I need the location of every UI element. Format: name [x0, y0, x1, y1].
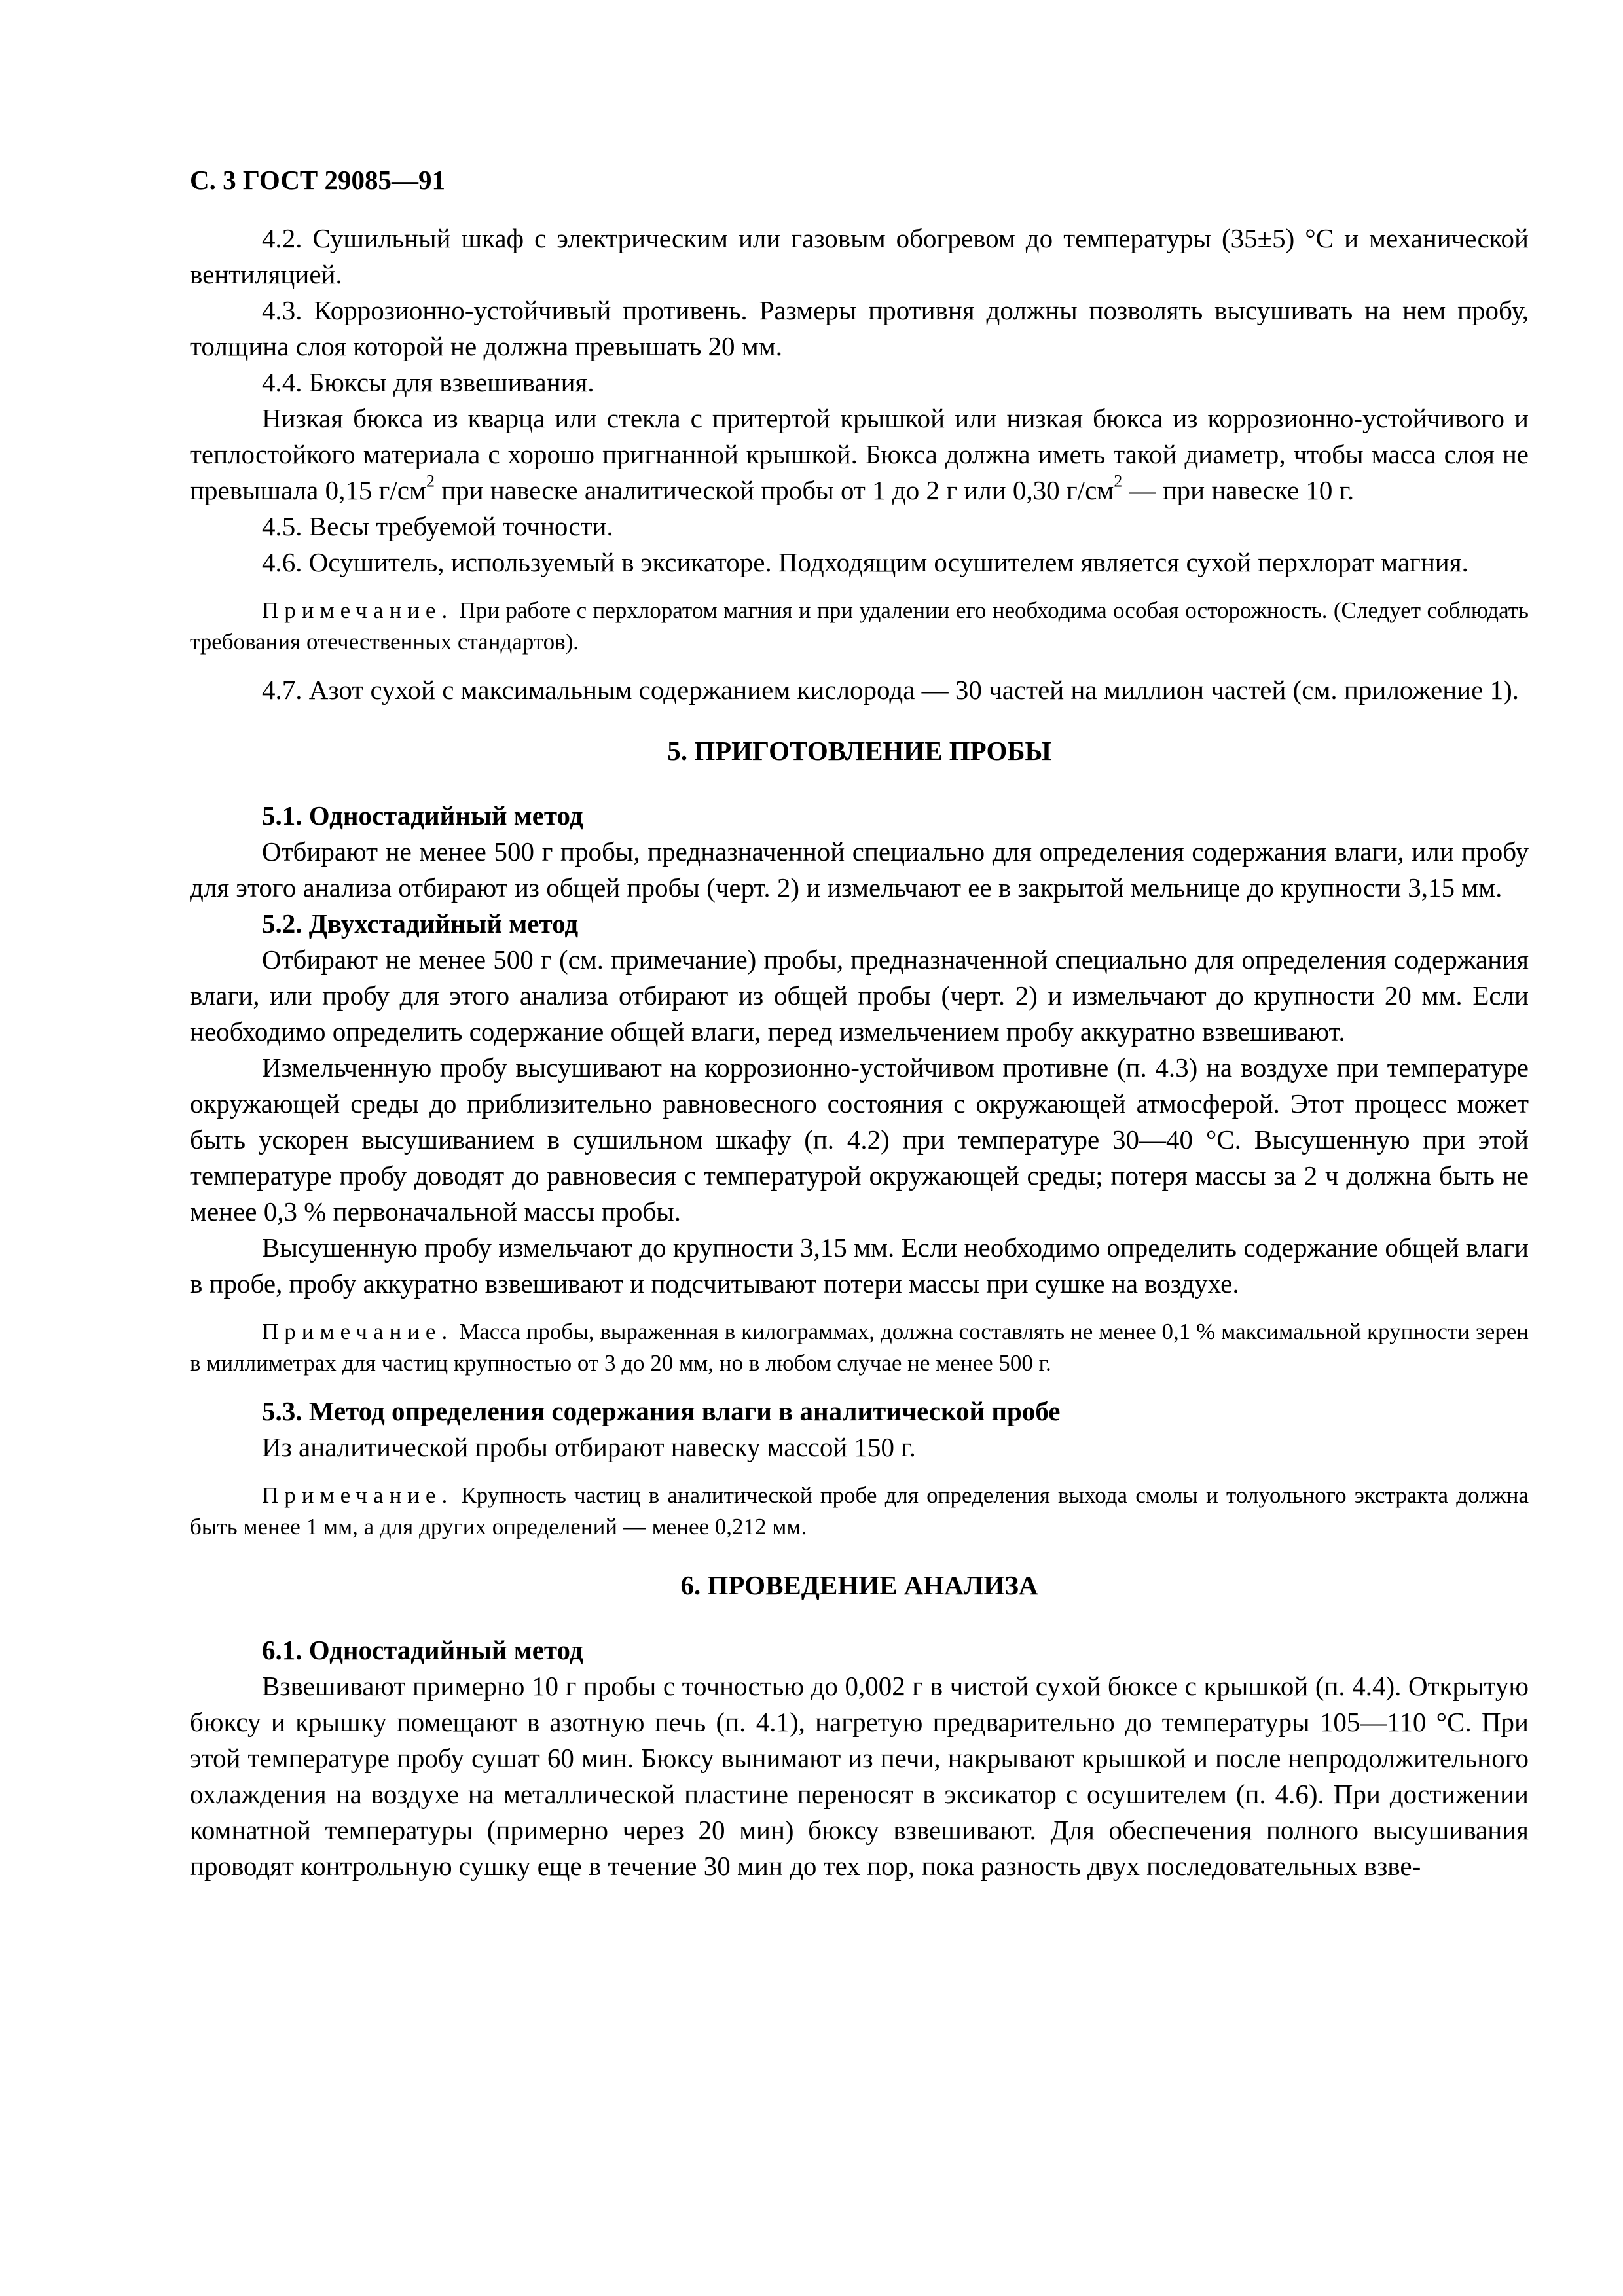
paragraph-5-2-c: Высушенную пробу измельчают до крупности 3,15 мм. Если необходимо определить содержание общей влаги в пробе, пробу аккуратно взвешивают и подсчитывают потери массы при сушке на воздухе.: [190, 1232, 1529, 1299]
subsection-5-2: 5.2. Двухстадийный метод: [262, 908, 579, 939]
paragraph-4-4: 4.4. Бюксы для взвешивания.: [262, 367, 594, 397]
paragraph-5-1: Отбирают не менее 500 г пробы, предназначенной специально для определения содержания влаги, или пробу для этого анализа отбирают из общей пробы (черт. 2) и измельчают ее в закрытой мельнице до крупности 3,15 мм.: [190, 836, 1529, 903]
section-6-title: 6. ПРОВЕДЕНИЕ АНАЛИЗА: [680, 1570, 1038, 1600]
page-header: С. 3 ГОСТ 29085—91: [190, 165, 446, 195]
note-label: Примечание.: [262, 598, 454, 623]
superscript-2: 2: [1114, 471, 1123, 491]
paragraph-4-2: 4.2. Сушильный шкаф с электрическим или газовым обогревом до температуры (35±5) °С и механической вентиляцией.: [190, 223, 1529, 289]
paragraph-4-6: 4.6. Осушитель, используемый в эксикаторе. Подходящим осушителем является сухой перхлорат магния.: [262, 547, 1468, 577]
paragraph-5-2-a: Отбирают не менее 500 г (см. примечание) пробы, предназначенной специально для определения содержания влаги, или пробу для этого анализа отбирают из общей пробы (черт. 2) и измельчают до крупности 20 мм. Если необходимо определить содержание общей влаги, перед измельчением пробу аккуратно взвешивают.: [190, 944, 1529, 1047]
paragraph-5-3: Из аналитической пробы отбирают навеску массой 150 г.: [262, 1432, 916, 1462]
paragraph-6-1: Взвешивают примерно 10 г пробы с точностью до 0,002 г в чистой сухой бюксе с крышкой (п. 4.4). Открытую бюксу и крышку помещают в азотную печь (п. 4.1), нагретую предварительно до температуры 105—110 °С. При этой температуре пробу сушат 60 мин. Бюксу вынимают из печи, накрывают крышкой и после непродолжительного охлаждения на воздухе на металлической пластине переносят в эксикатор с осушителем (п. 4.6). При достижении комнатной температуры (примерно через 20 мин) бюксу взвешивают. Для обеспечения полного высушивания проводят контрольную сушку еще в течение 30 мин до тех пор, пока разность двух последовательных взве-: [190, 1671, 1529, 1881]
superscript-2: 2: [426, 471, 435, 491]
subsection-5-1: 5.1. Одностадийный метод: [262, 800, 583, 831]
paragraph-4-3: 4.3. Коррозионно-устойчивый противень. Размеры противня должны позволять высушивать на нем пробу, толщина слоя которой не должна превышать 20 мм.: [190, 295, 1529, 361]
note-label: Примечание.: [262, 1482, 454, 1508]
p44-text-1: Низкая бюкса из кварца или стекла с притертой крышкой или низкая бюкса из коррозионно-устойчивого и теплостойкого материала с хорошо пригнанной крышкой. Бюкса должна иметь такой диаметр, чтобы масса слоя не превышала 0,15 г/см: [190, 403, 1529, 505]
note-2: [190, 1316, 1529, 1379]
note-1: [190, 595, 1529, 658]
paragraph-4-5: 4.5. Весы требуемой точности.: [262, 511, 613, 541]
note-1-text: При работе с перхлоратом магния и при удалении его необходима особая осторожность. (Следует соблюдать требования отечественных стандартов).: [190, 598, 1529, 655]
subsection-5-3: 5.3. Метод определения содержания влаги в аналитической пробе: [262, 1396, 1061, 1426]
note-3-text: Крупность частиц в аналитической пробе для определения выхода смолы и толуольного экстракта должна быть менее 1 мм, а для других определений — менее 0,212 мм.: [190, 1482, 1529, 1539]
note-label: Примечание.: [262, 1319, 454, 1344]
note-2-text: Масса пробы, выраженная в килограммах, должна составлять не менее 0,1 % максимальной крупности зерен в миллиметрах для частиц крупностью от 3 до 20 мм, но в любом случае не менее 500 г.: [190, 1319, 1529, 1376]
paragraph-5-2-b: Измельченную пробу высушивают на коррозионно-устойчивом противне (п. 4.3) на воздухе при температуре окружающей среды до приблизительно равновесного состояния с окружающей атмосферой. Этот процесс может быть ускорен высушиванием в сушильном шкафу (п. 4.2) при температуре 30—40 °С. Высушенную при этой температуре пробу доводят до равновесия с температурой окружающей среды; потеря массы за 2 ч должна быть не менее 0,3 % первоначальной массы пробы.: [190, 1052, 1529, 1227]
paragraph-4-7: 4.7. Азот сухой с максимальным содержанием кислорода — 30 частей на миллион частей (см. приложение 1).: [262, 675, 1519, 705]
note-3: [190, 1480, 1529, 1543]
paragraph-4-4-details: [190, 401, 1529, 509]
p44-text-3: — при навеске 10 г.: [1122, 475, 1355, 505]
section-5-title: 5. ПРИГОТОВЛЕНИЕ ПРОБЫ: [667, 736, 1051, 766]
document-page: [190, 160, 1529, 1884]
subsection-6-1: 6.1. Одностадийный метод: [262, 1635, 583, 1665]
p44-text-2: при навеске аналитической пробы от 1 до 2 г или 0,30 г/см: [434, 475, 1114, 505]
